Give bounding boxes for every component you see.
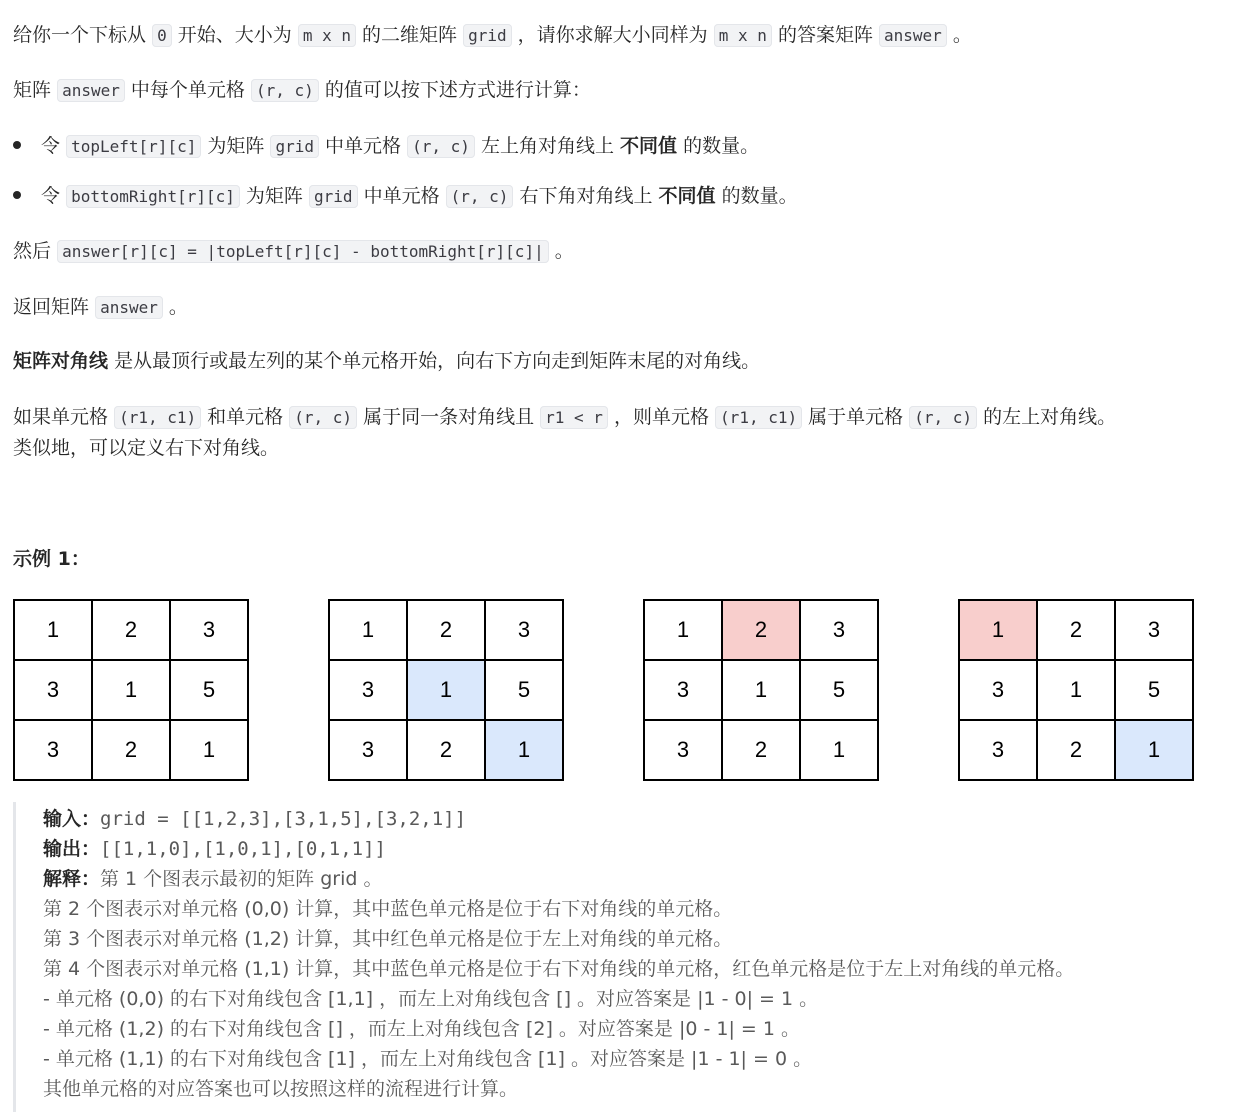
code-formula: answer[r][c] = |topLeft[r][c] - bottomRight[r][c]| [57, 240, 549, 263]
matrix-row [959, 660, 1193, 720]
bullet-bottomright [13, 181, 798, 212]
matrix-row [329, 720, 563, 780]
matrix-row [14, 720, 248, 780]
matrix-cell: 3 [644, 660, 722, 720]
text: 类似地，可以定义右下对角线。 [13, 437, 280, 459]
matrix-grid-2 [328, 599, 564, 781]
matrix-cell: 3 [959, 720, 1037, 780]
text: 的数量。 [683, 135, 760, 157]
matrix-row [959, 600, 1193, 660]
text: 。 [952, 24, 972, 46]
explanation-line: - 单元格 (0,0) 的右下对角线包含 [1,1] ，而左上对角线包含 [] 。对应答案是 |1 - 0| = 1 。 [43, 988, 819, 1010]
matrix-cell: 1 [170, 720, 248, 780]
matrix-cell: 3 [1115, 600, 1193, 660]
text: 。 [554, 240, 574, 262]
matrix-cell: 1 [14, 600, 92, 660]
matrix-row [644, 660, 878, 720]
code-answer: answer [57, 79, 125, 102]
matrix-cell: 2 [92, 600, 170, 660]
bold-text: 不同值 [658, 185, 716, 207]
text: 为矩阵 [207, 135, 265, 157]
bullet-dot [13, 191, 21, 199]
return-paragraph [13, 292, 188, 323]
code-cell: (r1, c1) [114, 406, 201, 429]
explanation-line [43, 864, 382, 894]
matrix-cell: 1 [1115, 720, 1193, 780]
bold-text: 矩阵对角线 [13, 350, 109, 372]
matrix-cell: 2 [722, 720, 800, 780]
text: 令 [41, 185, 61, 207]
computation-intro [13, 75, 591, 106]
text: 右下角对角线上 [519, 185, 653, 207]
code-condition: r1 < r [540, 406, 608, 429]
matrix-cell: 5 [800, 660, 878, 720]
code-bottomright: bottomRight[r][c] [66, 185, 240, 208]
text: 返回矩阵 [13, 296, 90, 318]
matrix-row [959, 720, 1193, 780]
text: 的数量。 [721, 185, 798, 207]
explanation-line: - 单元格 (1,1) 的右下对角线包含 [1] ，而左上对角线包含 [1] 。对应答案是 |1 - 1| = 0 。 [43, 1048, 813, 1070]
diagonal-similar [13, 433, 279, 463]
matrix-cell: 2 [722, 600, 800, 660]
code-answer: answer [879, 24, 947, 47]
bullet-topleft [13, 131, 759, 162]
matrix-row [644, 720, 878, 780]
matrix-cell: 2 [1037, 600, 1115, 660]
text: 为矩阵 [245, 185, 303, 207]
matrix-row [14, 600, 248, 660]
matrix-cell: 3 [329, 660, 407, 720]
text: ，则单元格 [613, 406, 709, 428]
code-cell: (r, c) [289, 406, 357, 429]
matrix-cell: 3 [14, 660, 92, 720]
bullet-dot [13, 141, 21, 149]
matrix-grid-1 [13, 599, 249, 781]
input-value: grid = [[1,2,3],[3,1,5],[3,2,1]] [100, 808, 467, 830]
text: 和单元格 [207, 406, 284, 428]
text: 如果单元格 [13, 406, 109, 428]
code-cell: (r, c) [446, 185, 514, 208]
text: 中单元格 [325, 135, 402, 157]
text: 属于同一条对角线且 [363, 406, 535, 428]
text: 的值可以按下述方式进行计算： [324, 79, 591, 101]
text: 给你一个下标从 [13, 24, 147, 46]
code-cell: (r, c) [909, 406, 977, 429]
code-topleft: topLeft[r][c] [66, 135, 201, 158]
text: 属于单元格 [808, 406, 904, 428]
matrix-cell: 1 [644, 600, 722, 660]
matrix-cell: 3 [959, 660, 1037, 720]
matrix-cell: 1 [92, 660, 170, 720]
code-answer: answer [95, 296, 163, 319]
matrix-cell: 1 [1037, 660, 1115, 720]
problem-intro [13, 20, 972, 51]
matrix-cell: 1 [722, 660, 800, 720]
matrix-cell: 5 [1115, 660, 1193, 720]
explanation-line: 第 3 个图表示对单元格 (1,2) 计算，其中红色单元格是位于左上对角线的单元格。 [43, 928, 733, 950]
text: 开始、大小为 [177, 24, 292, 46]
text: 中每个单元格 [130, 79, 245, 101]
matrix-cell: 2 [1037, 720, 1115, 780]
text: 的左上对角线。 [983, 406, 1117, 428]
matrix-cell: 3 [800, 600, 878, 660]
matrix-row [644, 600, 878, 660]
matrix-cell: 5 [485, 660, 563, 720]
text: 矩阵 [13, 79, 52, 101]
code-size: m x n [298, 24, 356, 47]
matrix-row [329, 600, 563, 660]
matrix-row [329, 660, 563, 720]
example-heading: 示例 1： [13, 548, 90, 570]
text: ，请你求解大小同样为 [517, 24, 708, 46]
text: 中单元格 [363, 185, 440, 207]
matrix-cell: 2 [92, 720, 170, 780]
explanation-text: 第 1 个图表示最初的矩阵 grid 。 [100, 868, 383, 890]
matrix-cell: 2 [407, 600, 485, 660]
matrix-cell: 1 [329, 600, 407, 660]
matrix-grid-3 [643, 599, 879, 781]
matrix-cell: 3 [14, 720, 92, 780]
explanation-label: 解释： [43, 868, 101, 890]
input-line [43, 804, 466, 834]
code-cell: (r, c) [251, 79, 319, 102]
matrix-cell: 3 [170, 600, 248, 660]
matrix-cell: 3 [485, 600, 563, 660]
matrix-cell: 1 [800, 720, 878, 780]
text: 的二维矩阵 [362, 24, 458, 46]
matrix-cell: 1 [407, 660, 485, 720]
text: 。 [168, 296, 188, 318]
code-grid: grid [270, 135, 319, 158]
text: 左上角对角线上 [480, 135, 614, 157]
matrix-cell: 3 [644, 720, 722, 780]
code-index-zero: 0 [152, 24, 172, 47]
code-cell: (r1, c1) [715, 406, 802, 429]
matrix-cell: 1 [959, 600, 1037, 660]
code-size: m x n [714, 24, 772, 47]
input-label: 输入： [43, 808, 101, 830]
matrix-grid-4 [958, 599, 1194, 781]
formula-paragraph [13, 236, 574, 267]
diagonal-relation [13, 402, 1116, 433]
matrix-cell: 2 [407, 720, 485, 780]
example-block [13, 802, 1226, 1112]
diagonal-definition [13, 346, 760, 376]
text: 是从最顶行或最左列的某个单元格开始，向右下方向走到矩阵末尾的对角线。 [114, 350, 761, 372]
code-grid: grid [463, 24, 512, 47]
matrix-cell: 1 [485, 720, 563, 780]
bold-text: 不同值 [620, 135, 678, 157]
explanation-line: 第 4 个图表示对单元格 (1,1) 计算，其中蓝色单元格是位于右下对角线的单元格，红色单元格是位于左上对角线的单元格。 [43, 958, 1075, 980]
text: 然后 [13, 240, 52, 262]
matrix-cell: 5 [170, 660, 248, 720]
explanation-line: - 单元格 (1,2) 的右下对角线包含 [] ，而左上对角线包含 [2] 。对应答案是 |0 - 1| = 1 。 [43, 1018, 800, 1040]
text: 令 [41, 135, 61, 157]
output-label: 输出： [43, 838, 101, 860]
code-cell: (r, c) [407, 135, 475, 158]
matrix-cell: 3 [329, 720, 407, 780]
explanation-line: 第 2 个图表示对单元格 (0,0) 计算，其中蓝色单元格是位于右下对角线的单元格。 [43, 898, 733, 920]
output-line [43, 834, 386, 864]
explanation-line: 其他单元格的对应答案也可以按照这样的流程进行计算。 [43, 1078, 519, 1100]
matrix-row [14, 660, 248, 720]
code-grid: grid [309, 185, 358, 208]
output-value: [[1,1,0],[1,0,1],[0,1,1]] [100, 838, 386, 860]
text: 的答案矩阵 [777, 24, 873, 46]
